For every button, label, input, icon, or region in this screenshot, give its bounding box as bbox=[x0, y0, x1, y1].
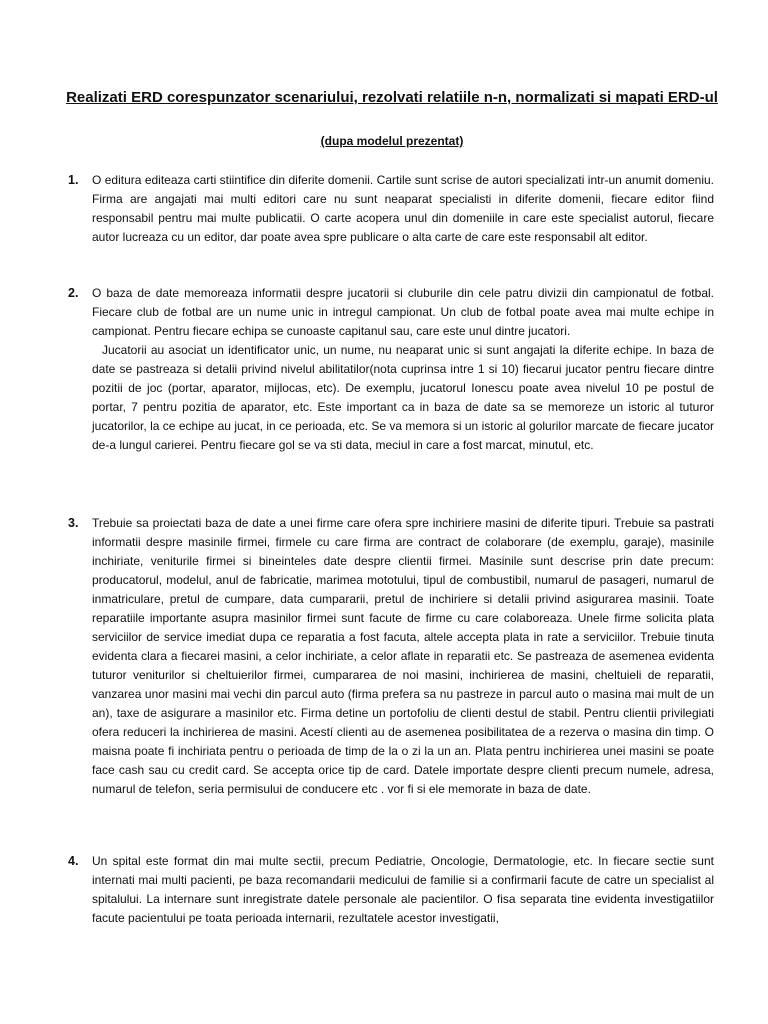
item-paragraph: Trebuie sa proiectati baza de date a unei firme care ofera spre inchiriere masini de diferite tipuri. Trebuie sa pastrati informatii despre masinile firmei, firmele cu care firma are contract de colaborare (de exemplu, garaje), masinile inchiriate, veniturile firmei si bineintelеs date despre clientii firmei. Masinile sunt descrise prin date precum: producatorul, modelul, anul de fabricatie, marimea mototului, tipul de combustibil, numarul de pasageri, numarul de inmatriculare, pretul de cumpare, data cumpararii, pretul de inchiriere si detalii privind asigurarea masinii. Toate reparatiile importante asupra masinilor firmei sunt facute de firme cu care colaboreaza. Unele firme solicita plata serviciilor de service imediat dupa ce reparatia a fost facuta, altele accepta plata in rate a serviciilor. Trebuie tinuta evidenta clara a fiecarei masini, a celor inchiriate, a celor aflate in reparatii etc. Se pastreaza de asemenea evidenta tuturor veniturilor si cheltuierilor firmei, cumpararea de noi masini, inchirierea de masini, cheltuieli de reparatii, vanzarea unor masini mai vechi din parcul auto (firma prefera sa nu pastreze in parcul auto o masina mai mult de un an), taxe de asigurare a masinilor etc. Firma detine un portofoliu de clienti destul de stabil. Pentru clientii privilegiati ofera reduceri la inchirierea de masini. Acestí clienti au de asemenea posibilitatea de a rezerva o masina din timp. O maisna poate fi inchiriata pentru o perioada de timp de la o zi la un an. Plata pentru inchirierea unei masini se poate face cash sau cu credit card. Se accepta orice tip de card. Datele importate despre clienti precum numele, adresa, numarul de telefon, seria permisului de conducere etc . vor fi si ele memorate in baza de date. bbox=[92, 516, 714, 796]
item-number: 2. bbox=[68, 286, 79, 300]
item-paragraph: Un spital este format din mai multe sectii, precum Pediatrie, Oncologie, Dermatologie, etc. In fiecare sectie sunt internati mai multi pacienti, pe baza recomandarii medicului de familie si a confirmarii facute de catre un specialist al spitalului. La internare sunt inregistrate datele personale ale pacientilor. O fisa separata tine evidenta investigatiilor facute pacientului pe toata perioada internarii, rezultatele acestor investigatii, bbox=[92, 854, 714, 925]
item-text bbox=[92, 284, 714, 455]
item-number: 3. bbox=[68, 516, 79, 530]
item-number: 1. bbox=[68, 173, 79, 187]
item-paragraph: Jucatorii au asociat un identificator unic, un nume, nu neaparat unic si sunt angajati la diferite echipe. In baza de date se pastreaza si detalii privind nivelul abilitatilor(nota cuprinsa intre 1 si 10) fiecarui jucator pentru fiecare dintre pozitii de joc (portar, aparator, mijlocas, etc). De exemplu, jucatorul Ionescu poate avea nivelul 10 pe postul de portar, 7 pentru pozitia de aparator, etc. Este important ca in baza de date sa se memoreze un istoric al tuturor jucatorilor, la ce echipe au jucat, in ce perioada, etc. Se va memora si un istoric al golurilor marcate de fiecare jucator de-a lungul carierei. Pentru fiecare gol se va sti data, meciul in care a fost marcat, minutul, etc. bbox=[92, 343, 714, 452]
item-text bbox=[92, 171, 714, 247]
document-subtitle: (dupa modelul prezentat) bbox=[320, 134, 464, 148]
item-paragraph: O baza de date memoreaza informatii despre jucatorii si cluburile din cele patru divizii din campionatul de fotbal. Fiecare club de fotbal are un nume unic in intregul campionat. Un club de fotbal poate avea mai multe echipe in campionat. Pentru fiecare echipa se cunoaste capitanul sau, care este unul dintre jucatori. bbox=[92, 286, 714, 338]
item-paragraph: O editura editeaza carti stiintifice din diferite domenii. Cartile sunt scrise de autori specializati intr-un anumit domeniu. Firma are angajati mai multi editori care nu sunt neaparat specialisti in diferite domenii, fiecare editor fiind responsabil pentru mai multe publicatii. O carte acopera unul din domeniile in care este specialist autorul, fiecare autor lucreaza cu un editor, dar poate avea spre publicare o alta carte de care este responsabil alt editor. bbox=[92, 173, 714, 244]
item-text bbox=[92, 852, 714, 928]
item-text bbox=[92, 514, 714, 799]
item-number: 4. bbox=[68, 854, 79, 868]
document-title: Realizati ERD corespunzator scenariului, rezolvati relatiile n-n, normalizati si mapati ERD-ul bbox=[66, 89, 718, 106]
